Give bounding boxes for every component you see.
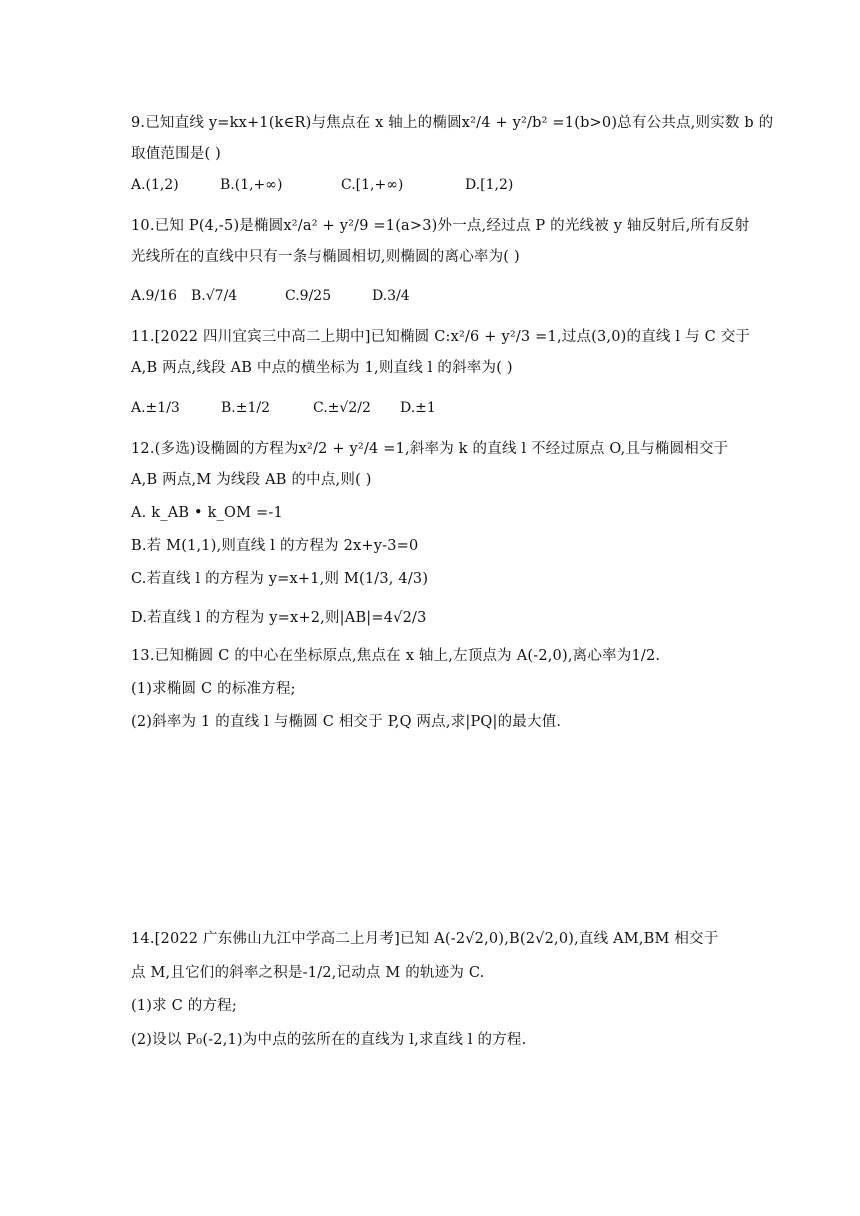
- problem-11-option-b: B.±1/2: [221, 400, 270, 416]
- problem-12-option-b: B.若 M(1,1),则直线 l 的方程为 2x+y-3=0: [131, 538, 419, 554]
- problem-10-option-b: B.√7/4: [191, 288, 238, 304]
- problem-11-line-2: A,B 两点,线段 AB 中点的横坐标为 1,则直线 l 的斜率为( ): [131, 360, 513, 376]
- problem-14-part-2: (2)设以 P₀(-2,1)为中点的弦所在的直线为 l,求直线 l 的方程.: [131, 1032, 527, 1048]
- problem-14-part-1: (1)求 C 的方程;: [131, 998, 237, 1014]
- problem-14-line-2: 点 M,且它们的斜率之积是-1/2,记动点 M 的轨迹为 C.: [131, 965, 485, 981]
- problem-12-line-1: 12.(多选)设椭圆的方程为x²/2 + y²/4 =1,斜率为 k 的直线 l 不经过原点 O,且与椭圆相交于: [131, 441, 729, 457]
- problem-10-line-2: 光线所在的直线中只有一条与椭圆相切,则椭圆的离心率为( ): [131, 249, 520, 265]
- problem-11-line-1: 11.[2022 四川宜宾三中高二上期中]已知椭圆 C:x²/6 + y²/3 =1,过点(3,0)的直线 l 与 C 交于: [131, 329, 751, 345]
- problem-12-line-2: A,B 两点,M 为线段 AB 的中点,则( ): [131, 472, 372, 488]
- problem-11-option-a: A.±1/3: [131, 400, 180, 416]
- problem-10-option-c: C.9/25: [285, 288, 332, 304]
- problem-9-option-d: D.[1,2): [465, 177, 514, 193]
- problem-13-part-2: (2)斜率为 1 的直线 l 与椭圆 C 相交于 P,Q 两点,求|PQ|的最大值.: [131, 714, 562, 730]
- problem-9-line-1: 9.已知直线 y=kx+1(k∈R)与焦点在 x 轴上的椭圆x²/4 + y²/b² =1(b>0)总有公共点,则实数 b 的: [131, 115, 774, 131]
- problem-11-option-d: D.±1: [400, 400, 436, 416]
- problem-10-option-d: D.3/4: [372, 288, 410, 304]
- problem-12-option-c: C.若直线 l 的方程为 y=x+1,则 M(1/3, 4/3): [131, 571, 429, 587]
- problem-12-option-a: A. k_AB • k_OM =-1: [131, 505, 283, 521]
- problem-12-option-d: D.若直线 l 的方程为 y=x+2,则|AB|=4√2/3: [131, 610, 427, 626]
- problem-11-option-c: C.±√2/2: [313, 400, 371, 416]
- problem-13-line-1: 13.已知椭圆 C 的中心在坐标原点,焦点在 x 轴上,左顶点为 A(-2,0),离心率为1/2.: [131, 648, 661, 664]
- problem-10-line-1: 10.已知 P(4,-5)是椭圆x²/a² + y²/9 =1(a>3)外一点,经过点 P 的光线被 y 轴反射后,所有反射: [131, 218, 750, 234]
- problem-9-option-a: A.(1,2): [131, 177, 179, 193]
- problem-9-line-2: 取值范围是( ): [131, 146, 222, 162]
- problem-14-line-1: 14.[2022 广东佛山九江中学高二上月考]已知 A(-2√2,0),B(2√2,0),直线 AM,BM 相交于: [131, 931, 719, 947]
- problem-9-option-b: B.(1,+∞): [220, 177, 283, 193]
- problem-9-option-c: C.[1,+∞): [341, 177, 404, 193]
- problem-10-option-a: A.9/16: [131, 288, 177, 304]
- problem-13-part-1: (1)求椭圆 C 的标准方程;: [131, 681, 296, 697]
